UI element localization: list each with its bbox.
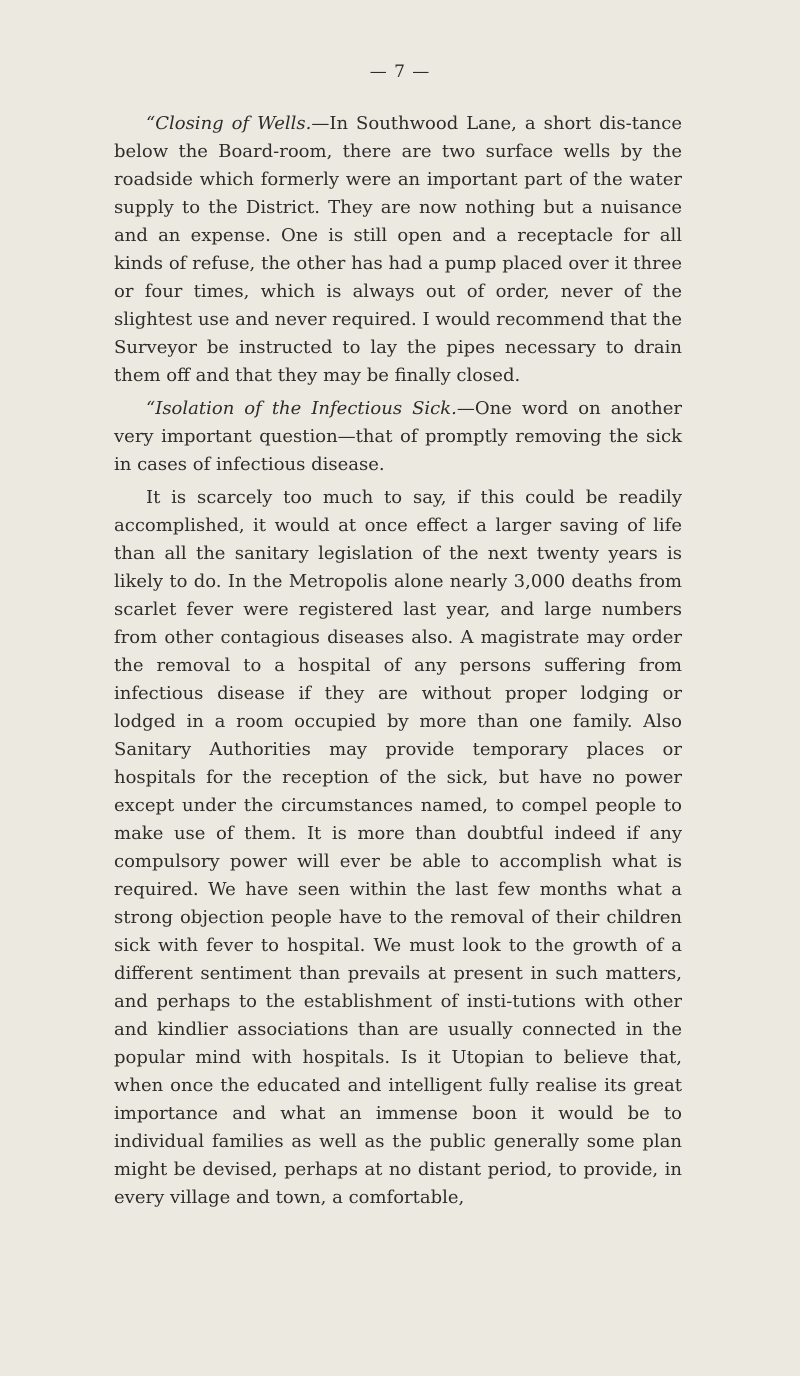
paragraph-isolation-of-sick	[114, 395, 682, 479]
section-heading-closing-of-wells: “Closing of Wells.	[146, 113, 312, 134]
page-number: — 7 —	[369, 62, 431, 82]
section-heading-isolation-of-sick: “Isolation of the Infectious Sick.	[146, 398, 457, 419]
paragraph-body: It is scarcely too much to say, if this could be readily accomplished, it would at once effect a larger saving of life than all the sanitary legislation of the next twenty years is likely to do. In the Metropolis alone nearly 3,000 deaths from scarlet fever were registered last year, and large numbers from other contagious diseases also. A magistrate may order the removal to a hospital of any persons suffering from infectious disease if they are without proper lodging or lodged in a room occupied by more than one family. Also Sanitary Authorities may provide temporary places or hospitals for the reception of the sick, but have no power except under the circumstances named, to compel people to make use of them. It is more than doubtful indeed if any compulsory power will ever be able to accomplish what is required. We have seen within the last few months what a strong objection people have to the removal of their children sick with fever to hospital. We must look to the growth of a different sentiment than prevails at present in such matters, and perhaps to the establishment of insti-tutions with other and kindlier associations than are usually connected in the popular mind with hospitals. Is it Utopian to believe that, when once the educated and intelligent fully realise its great importance and what an immense boon it would be to individual families as well as the public generally some plan might be devised, perhaps at no distant period, to provide, in every village and town, a comfortable,	[114, 487, 682, 1208]
body-text	[114, 110, 682, 1212]
paragraph-body: —One word on another very important question—that of promptly removing the sick in cases of infectious disease.	[114, 398, 683, 475]
paragraph-closing-of-wells	[114, 110, 682, 390]
paragraph-body: —In Southwood Lane, a short dis-tance below the Board-room, there are two surface wells by the roadside which formerly were an important part of the water supply to the District. They are now nothing but a nuisance and an expense. One is still open and a receptacle for all kinds of refuse, the other has had a pump placed over it three or four times, which is always out of order, never of the slightest use and never required. I would recommend that the Surveyor be instructed to lay the pipes necessary to drain them off and that they may be finally closed.	[114, 113, 683, 386]
paragraph-infectious-disease	[114, 484, 682, 1212]
